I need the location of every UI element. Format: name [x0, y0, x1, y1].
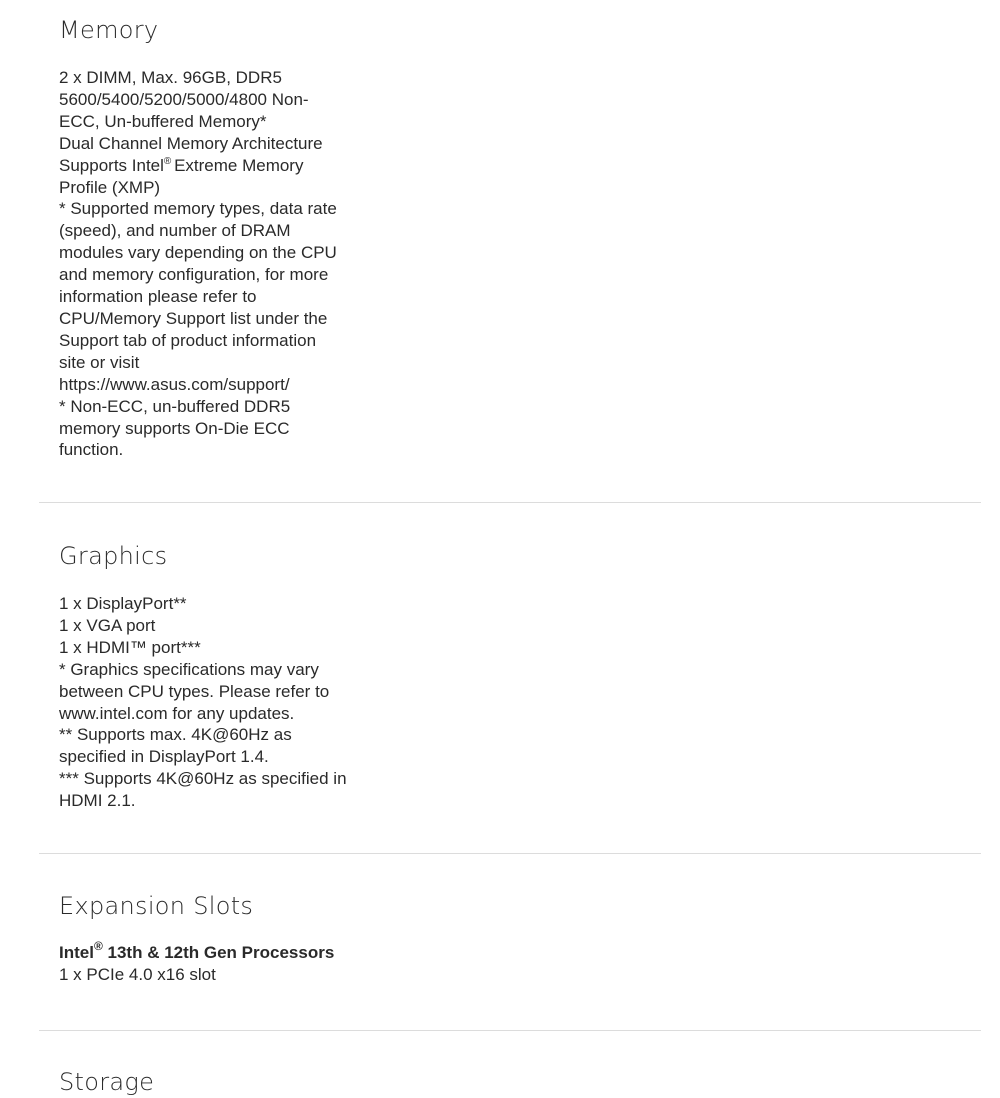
- section-divider: [39, 1030, 981, 1031]
- memory-support-url: https://www.asus.com/support/: [59, 374, 290, 394]
- memory-line: * Supported memory types, data rate: [59, 199, 337, 219]
- memory-line: memory supports On-Die ECC: [59, 418, 290, 438]
- memory-line: CPU/Memory Support list under the: [59, 308, 328, 328]
- memory-line: Support tab of product information: [59, 330, 317, 350]
- memory-line: information please refer to: [59, 287, 257, 307]
- storage-section: [59, 1066, 349, 1098]
- memory-line: (speed), and number of DRAM: [59, 221, 291, 241]
- memory-line: function.: [59, 440, 124, 460]
- memory-line: and memory configuration, for more: [59, 265, 329, 285]
- graphics-details: [59, 593, 349, 812]
- memory-line: 5600/5400/5200/5000/4800 Non-: [59, 89, 309, 109]
- storage-title: Storage: [59, 1068, 155, 1096]
- graphics-line: www.intel.com for any updates.: [59, 703, 295, 723]
- memory-intel-text: Supports Intel: [59, 155, 164, 175]
- graphics-line: HDMI 2.1.: [59, 791, 136, 811]
- memory-details: [59, 67, 349, 461]
- memory-line: Profile (XMP): [59, 177, 161, 197]
- memory-section: [59, 14, 349, 461]
- expansion-slots-title: Expansion Slots: [59, 892, 254, 920]
- graphics-line: *** Supports 4K@60Hz as specified in: [59, 769, 347, 789]
- graphics-line: between CPU types. Please refer to: [59, 681, 330, 701]
- processor-generation: 13th & 12th Gen Processors: [102, 943, 335, 962]
- graphics-line: 1 x DisplayPort**: [59, 594, 187, 613]
- registered-mark: ®: [163, 155, 175, 167]
- memory-xmp-text: Extreme Memory: [174, 155, 304, 175]
- graphics-title: Graphics: [59, 542, 168, 570]
- graphics-line: * Graphics specifications may vary: [59, 659, 319, 679]
- memory-line: ECC, Un-buffered Memory*: [59, 111, 267, 131]
- memory-line: 2 x DIMM, Max. 96GB, DDR5: [59, 68, 282, 87]
- memory-line: modules vary depending on the CPU: [59, 243, 337, 263]
- graphics-section: [59, 540, 349, 812]
- processor-subheading: [59, 939, 379, 964]
- expansion-slots-section: [59, 890, 379, 986]
- graphics-line: specified in DisplayPort 1.4.: [59, 747, 269, 767]
- section-divider: [39, 853, 981, 854]
- section-divider: [39, 502, 981, 503]
- memory-line: site or visit: [59, 352, 140, 372]
- expansion-slots-details: [59, 939, 379, 986]
- memory-line: Dual Channel Memory Architecture: [59, 133, 323, 153]
- expansion-slot-line: 1 x PCIe 4.0 x16 slot: [59, 964, 216, 984]
- registered-mark: ®: [93, 939, 103, 953]
- memory-line: * Non-ECC, un-buffered DDR5: [59, 396, 291, 416]
- memory-line-intel: [59, 155, 349, 177]
- graphics-line: ** Supports max. 4K@60Hz as: [59, 725, 292, 745]
- graphics-line: 1 x VGA port: [59, 615, 156, 635]
- memory-title: Memory: [59, 16, 159, 44]
- graphics-line: 1 x HDMI™ port***: [59, 637, 201, 657]
- processor-brand: Intel: [59, 943, 94, 962]
